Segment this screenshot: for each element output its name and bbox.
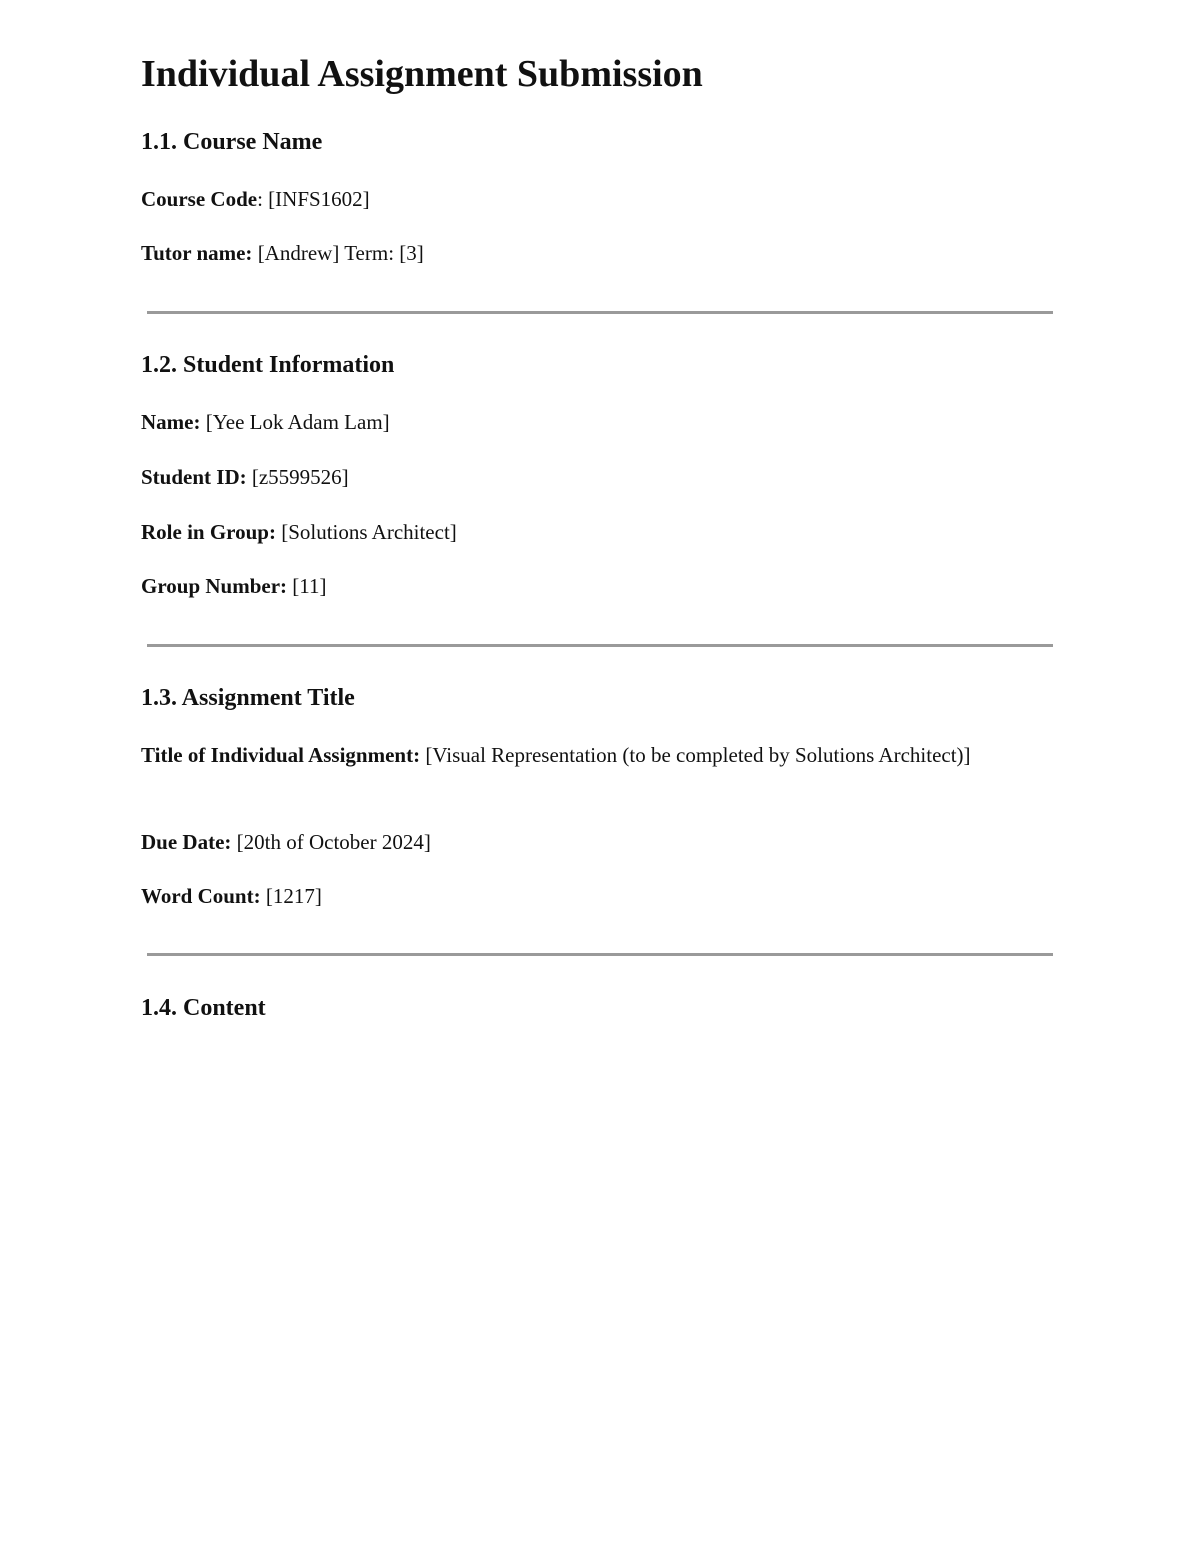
assignment-title-value: [Visual Representation (to be completed by Solutions Architect)] [420, 743, 971, 767]
assignment-title-heading: 1.3. Assignment Title [141, 685, 355, 711]
word-count-label: Word Count: [141, 884, 261, 908]
word-count-field [141, 881, 322, 912]
tutor-name-label: Tutor name: [141, 241, 253, 265]
word-count-value: [1217] [260, 884, 322, 908]
section-divider [147, 311, 1053, 314]
role-in-group-field [141, 517, 457, 548]
course-code-label: Course Code [141, 187, 258, 211]
group-number-label: Group Number: [141, 574, 288, 598]
group-number-value: [11] [287, 574, 327, 598]
due-date-value: [20th of October 2024] [231, 830, 431, 854]
due-date-label: Due Date: [141, 830, 232, 854]
tutor-term-field [141, 238, 424, 269]
due-date-field [141, 827, 431, 858]
student-information-heading: 1.2. Student Information [141, 352, 395, 378]
content-heading: 1.4. Content [141, 995, 266, 1021]
student-name-value: [Yee Lok Adam Lam] [200, 410, 390, 434]
student-id-label: Student ID: [141, 465, 247, 489]
course-name-heading: 1.1. Course Name [141, 129, 323, 155]
student-id-value: [z5599526] [246, 465, 349, 489]
course-code-value: : [INFS1602] [257, 187, 370, 211]
role-in-group-label: Role in Group: [141, 520, 276, 544]
course-code-field [141, 184, 370, 215]
section-divider [147, 953, 1053, 956]
document-title: Individual Assignment Submission [141, 53, 703, 95]
student-name-field [141, 407, 390, 438]
student-name-label: Name: [141, 410, 201, 434]
assignment-title-label: Title of Individual Assignment: [141, 743, 421, 767]
tutor-term-value: [Andrew] Term: [3] [252, 241, 424, 265]
group-number-field [141, 571, 327, 602]
assignment-title-field [141, 740, 981, 771]
section-divider [147, 644, 1053, 647]
role-in-group-value: [Solutions Architect] [275, 520, 457, 544]
student-id-field [141, 462, 349, 493]
